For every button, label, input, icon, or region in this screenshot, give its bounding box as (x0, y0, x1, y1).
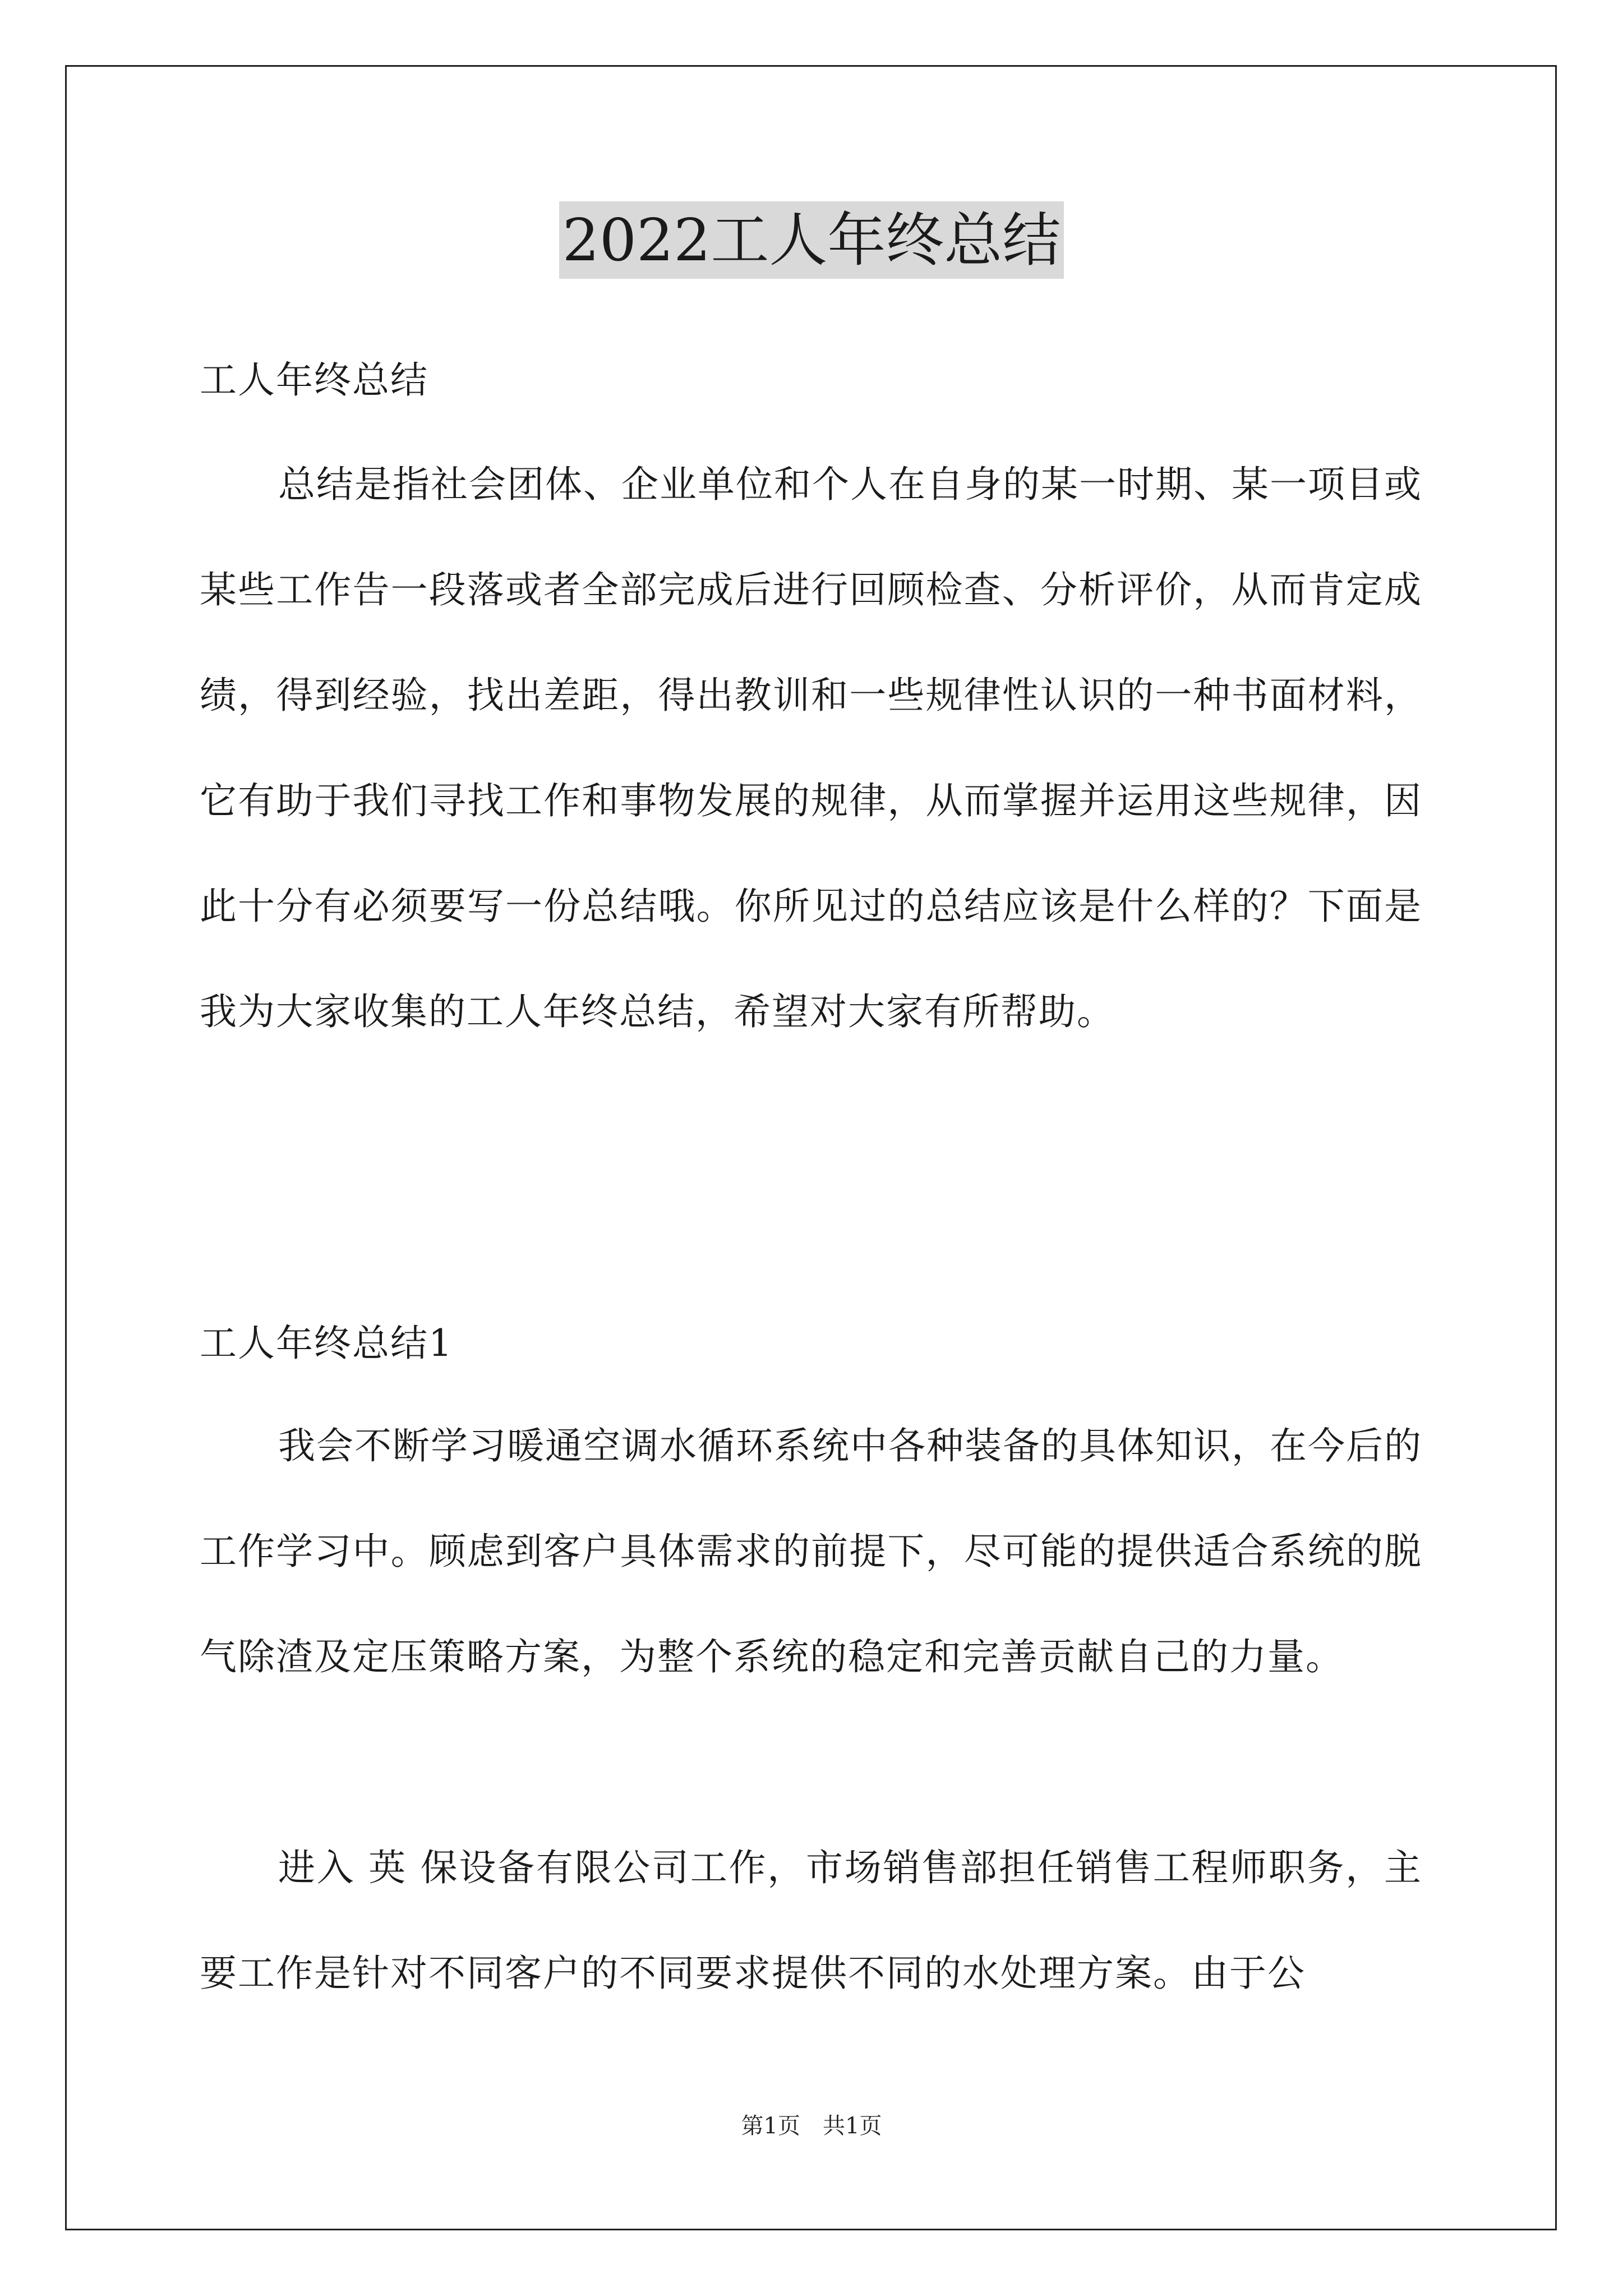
title-text: 2022工人年终总结 (559, 201, 1064, 279)
intro-paragraph: 总结是指社会团体、企业单位和个人在自身的某一时期、某一项目或某些工作告一段落或者全部完成后进行回顾检查、分析评价，从而肯定成绩，得到经验，找出差距，得出教训和一些规律性认识的一种书面材料，它有助于我们寻找工作和事物发展的规律，从而掌握并运用这些规律，因此十分有必须要写一份总结哦。你所见过的总结应该是什么样的？下面是我为大家收集的工人年终总结，希望对大家有所帮助。 (200, 463, 1422, 1033)
section-1-paragraph-1: 我会不断学习暖通空调水循环系统中各种装备的具体知识，在今后的工作学习中。顾虑到客户具体需求的前提下，尽可能的提供适合系统的脱气除渣及定压策略方案，为整个系统的稳定和完善贡献自己的力量。 (200, 1424, 1422, 1678)
section-1-heading: 工人年终总结1 (200, 1322, 453, 1365)
document-title (0, 201, 1623, 279)
page-footer: 第1页 共1页 (741, 2113, 882, 2139)
section-1-paragraph-2: 进入 英 保设备有限公司工作，市场销售部担任销售工程师职务，主要工作是针对不同客户的不同要求提供不同的水处理方案。由于公 (200, 1846, 1422, 1995)
document-subtitle: 工人年终总结 (200, 358, 428, 402)
